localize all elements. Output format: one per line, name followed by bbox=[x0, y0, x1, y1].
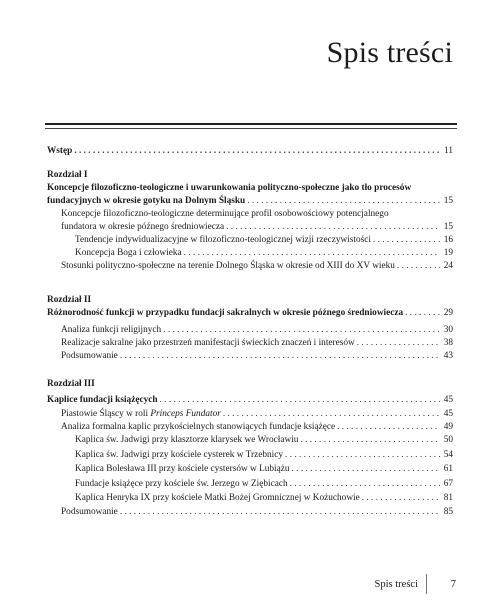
toc-entry-title: Wstęp bbox=[47, 146, 73, 156]
dot-leader bbox=[300, 434, 440, 447]
toc-entry-page: 45 bbox=[443, 395, 453, 405]
toc-entry[interactable] bbox=[61, 337, 453, 350]
toc-entry[interactable] bbox=[47, 394, 453, 407]
toc-entry-title: Koncepcja Boga i człowieka bbox=[75, 248, 182, 258]
toc-entry-page: 24 bbox=[443, 261, 453, 271]
toc-entry-title: Analiza funkcji religijnych bbox=[61, 325, 162, 335]
dot-leader bbox=[223, 408, 440, 421]
title-rule-thick bbox=[45, 123, 457, 125]
toc-entry-title: fundatora w okresie późnego średniowiecza bbox=[61, 222, 225, 232]
dot-leader bbox=[397, 260, 440, 273]
toc-entry-title: Kaplice fundacji książęcych bbox=[47, 395, 158, 405]
toc-entry[interactable] bbox=[61, 506, 453, 519]
toc-entry-page: 49 bbox=[443, 422, 453, 432]
toc-entry[interactable] bbox=[61, 421, 453, 434]
toc-entry-title[interactable]: Koncepcje filozoficzno-teologiczne determinujące profil osobowościowy potencjalnego bbox=[61, 209, 389, 219]
toc-entry-page: 45 bbox=[443, 409, 453, 419]
page-title: Spis treści bbox=[326, 36, 453, 69]
footer-divider bbox=[426, 574, 427, 594]
dot-leader bbox=[120, 506, 440, 519]
dot-leader bbox=[362, 492, 440, 505]
toc-entry[interactable] bbox=[61, 324, 453, 337]
dot-leader bbox=[292, 463, 440, 476]
dot-leader bbox=[357, 337, 440, 350]
toc-entry-page: 43 bbox=[443, 351, 453, 361]
toc-entry-title: Kaplica św. Jadwigi przy klasztorze klarysek we Wrocławiu bbox=[75, 435, 299, 445]
toc-entry-title: fundacyjnych w okresie gotyku na Dolnym Śląsku bbox=[47, 196, 246, 206]
toc-entry-page: 67 bbox=[443, 479, 453, 489]
dot-leader bbox=[163, 324, 440, 337]
toc-entry[interactable] bbox=[61, 221, 453, 234]
toc-entry[interactable] bbox=[75, 478, 453, 491]
footer-label: Spis treści bbox=[374, 579, 418, 590]
toc-entry-page: 15 bbox=[443, 222, 453, 232]
dot-leader bbox=[290, 478, 440, 491]
toc-entry-title: Różnorodność funkcji w przypadku fundacji sakralnych w okresie późnego średniowiecza bbox=[47, 308, 404, 318]
toc-entry[interactable] bbox=[47, 307, 453, 320]
dot-leader bbox=[405, 307, 440, 320]
toc-entry[interactable] bbox=[61, 408, 453, 421]
toc-entry-title[interactable]: Koncepcje filozoficzno-teologiczne i uwarunkowania polityczno-społeczne jako tło procesów bbox=[47, 183, 412, 193]
toc-entry-title: Realizacje sakralne jako przestrzeń manifestacji świeckich znaczeń i interesów bbox=[61, 338, 355, 348]
toc-entry-page: 16 bbox=[443, 235, 453, 245]
toc-entry-title: Analiza formalna kaplic przykościelnych stanowiących fundacje książęce bbox=[61, 422, 336, 432]
toc-entry-title: Tendencje indywidualizacyjne w filozoficzno-teologicznej wizji rzeczywistości bbox=[75, 235, 371, 245]
toc-entry-page: 15 bbox=[443, 196, 453, 206]
toc-entry-wstep[interactable] bbox=[47, 145, 453, 158]
toc-entry[interactable] bbox=[61, 350, 453, 363]
title-rule-thin bbox=[45, 128, 457, 129]
chapter-heading-2: Rozdział II bbox=[47, 295, 92, 305]
toc-entry-page: 81 bbox=[443, 493, 453, 503]
toc-entry-title: Fundacje książęce przy kościele św. Jerzego w Ziębicach bbox=[75, 479, 288, 489]
toc-entry[interactable] bbox=[75, 234, 453, 247]
toc-entry-page: 11 bbox=[444, 146, 453, 156]
toc-entry[interactable] bbox=[61, 260, 453, 273]
toc-entry[interactable] bbox=[47, 195, 453, 208]
toc-entry-page: 54 bbox=[443, 450, 453, 460]
toc-entry-page: 38 bbox=[443, 338, 453, 348]
toc-entry-title: Kaplica Bolesława III przy kościele cystersów w Lubiążu bbox=[75, 464, 290, 474]
dot-leader bbox=[247, 195, 440, 208]
toc-entry[interactable] bbox=[75, 247, 453, 260]
toc-entry-title: Podsumowanie bbox=[61, 507, 118, 517]
toc-entry-page: 29 bbox=[443, 308, 453, 318]
toc-entry-title: Podsumowanie bbox=[61, 351, 118, 361]
dot-leader bbox=[160, 394, 440, 407]
page-number: 7 bbox=[450, 579, 456, 590]
latin-phrase: Princeps Fundator bbox=[150, 409, 221, 419]
dot-leader bbox=[337, 421, 440, 434]
toc-entry[interactable] bbox=[75, 434, 453, 447]
toc-entry-page: 30 bbox=[443, 325, 453, 335]
toc-entry-page: 85 bbox=[443, 507, 453, 517]
toc-entry[interactable] bbox=[75, 449, 453, 462]
toc-entry-title: Kaplica św. Jadwigi przy kościele cysterek w Trzebnicy bbox=[75, 450, 284, 460]
toc-entry[interactable] bbox=[75, 463, 453, 476]
dot-leader bbox=[74, 145, 440, 158]
toc-entry-page: 50 bbox=[443, 435, 453, 445]
chapter-heading-1: Rozdział I bbox=[47, 170, 88, 180]
dot-leader bbox=[120, 350, 440, 363]
toc-entry-title: Stosunki polityczno-społeczne na terenie Dolnego Śląska w okresie od XIII do XV wieku bbox=[61, 261, 395, 271]
toc-entry-title: Kaplica Henryka IX przy kościele Matki Bożej Gromnicznej w Kożuchowie bbox=[75, 493, 360, 503]
dot-leader bbox=[373, 234, 440, 247]
toc-entry-page: 19 bbox=[443, 248, 453, 258]
toc-entry-title: Piastowie Śląscy w roli Princeps Fundator bbox=[61, 409, 221, 419]
dot-leader bbox=[226, 221, 440, 234]
dot-leader bbox=[184, 247, 440, 260]
toc-entry[interactable] bbox=[75, 492, 453, 505]
toc-entry-page: 61 bbox=[443, 464, 453, 474]
dot-leader bbox=[285, 449, 440, 462]
chapter-heading-3: Rozdział III bbox=[47, 379, 95, 389]
